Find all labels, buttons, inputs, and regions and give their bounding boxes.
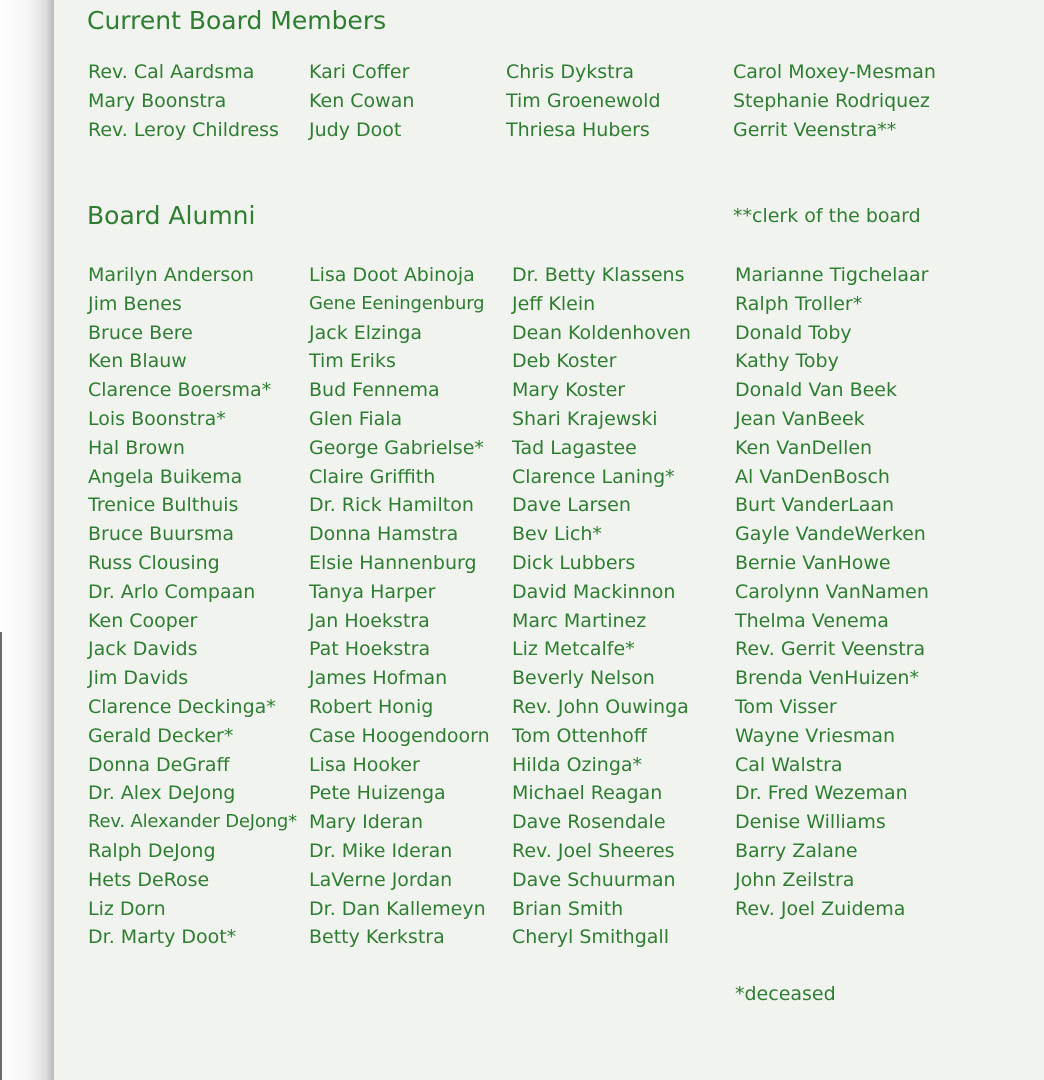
alumni-name: Thelma Venema [735,609,889,632]
current-board-heading: Current Board Members [87,6,387,35]
alumni-name: Bud Fennema [309,379,440,402]
member-name: Tim Groenewold [506,89,661,112]
alumni-name: Bruce Bere [88,321,193,344]
alumni-name: Liz Metcalfe* [512,638,635,661]
alumni-name: Burt VanderLaan [735,494,895,517]
alumni-name: Cheryl Smithgall [512,926,669,949]
alumni-name: Denise Williams [735,811,886,834]
alumni-name: George Gabrielse* [309,436,484,459]
alumni-name: Angela Buikema [88,465,243,488]
alumni-name: Dean Koldenhoven [512,321,691,344]
alumni-name: Brenda VenHuizen* [735,667,919,690]
alumni-name: David Mackinnon [512,580,676,603]
alumni-name: Clarence Boersma* [88,379,272,402]
current-members-column-4 [733,58,936,144]
alumni-name: Pat Hoekstra [309,638,431,661]
alumni-name: Kathy Toby [735,350,839,373]
board-alumni-heading: Board Alumni [87,201,256,230]
member-name: Judy Doot [309,118,402,141]
alumni-name: Gayle VandeWerken [735,523,926,546]
alumni-name: Dr. Arlo Compaan [88,580,256,603]
member-name: Carol Moxey-Mesman [733,61,936,83]
alumni-name: Ken VanDellen [735,436,873,459]
alumni-name: Tim Eriks [309,350,396,373]
alumni-name: Jim Davids [88,667,189,690]
alumni-name: Mary Ideran [309,811,423,834]
alumni-name: Rev. Joel Zuidema [735,897,906,920]
alumni-name: Dave Rosendale [512,811,666,834]
alumni-name: Jeff Klein [512,292,596,315]
current-members-column-3 [506,58,661,144]
alumni-name: Donna DeGraff [88,753,230,776]
alumni-name: Mary Koster [512,379,626,402]
alumni-name: Tom Visser [735,695,837,718]
alumni-name: Rev. Gerrit Veenstra [735,638,926,661]
member-name: Rev. Cal Aardsma [88,61,255,83]
alumni-name: Jack Davids [88,638,198,661]
member-name: Thriesa Hubers [506,118,650,141]
alumni-name: Clarence Deckinga* [88,695,276,718]
alumni-name: Dr. Dan Kallemeyn [309,897,486,920]
alumni-name: Dave Larsen [512,494,631,517]
alumni-name: Michael Reagan [512,782,663,805]
current-members-column-1 [88,58,279,144]
alumni-name: Case Hoogendoorn [309,724,490,747]
alumni-column-4 [735,261,929,923]
alumni-name: Ralph DeJong [88,839,216,862]
alumni-name: Beverly Nelson [512,667,655,690]
alumni-name: Claire Griffith [309,465,436,488]
alumni-name: Dr. Alex DeJong [88,782,236,805]
member-name: Rev. Leroy Childress [88,118,279,141]
alumni-column-2 [309,261,490,952]
alumni-name: Ken Cooper [88,609,198,632]
alumni-name: Ralph Troller* [735,292,863,315]
alumni-name: Marilyn Anderson [88,264,254,286]
alumni-name: Hets DeRose [88,868,210,891]
alumni-name: Shari Krajewski [512,407,658,430]
current-members-column-2 [309,58,414,144]
alumni-name: Jan Hoekstra [309,609,430,632]
alumni-name: Dr. Rick Hamilton [309,494,474,517]
alumni-name: Donna Hamstra [309,523,459,546]
alumni-name: Dr. Betty Klassens [512,264,685,286]
alumni-name: Rev. Joel Sheeres [512,839,675,862]
alumni-name: Bev Lich* [512,523,602,546]
alumni-name: Bernie VanHowe [735,551,891,574]
alumni-name: Elsie Hannenburg [309,551,477,574]
alumni-name: Cal Walstra [735,753,843,776]
alumni-name: Pete Huizenga [309,782,446,805]
alumni-name: Marianne Tigchelaar [735,264,929,286]
alumni-column-3 [512,261,691,952]
alumni-name: Gene Eeningenburg [309,292,485,314]
alumni-name: John Zeilstra [735,868,855,891]
alumni-name: Jean VanBeek [735,407,865,430]
alumni-name: Betty Kerkstra [309,926,445,949]
alumni-name: Rev. Alexander DeJong* [88,811,297,833]
alumni-name: Dave Schuurman [512,868,676,891]
member-name: Stephanie Rodriquez [733,89,930,112]
deceased-footnote: *deceased [735,983,836,1005]
alumni-name: Hilda Ozinga* [512,753,643,776]
alumni-name: Gerald Decker* [88,724,234,747]
page-gutter-shadow [0,0,54,1080]
member-name: Mary Boonstra [88,89,227,112]
alumni-name: James Hofman [309,667,448,690]
alumni-name: Robert Honig [309,695,434,718]
alumni-name: Dr. Mike Ideran [309,839,453,862]
alumni-column-1 [88,261,297,952]
member-name: Kari Coffer [309,61,410,83]
member-name: Gerrit Veenstra** [733,118,897,141]
alumni-name: Dr. Marty Doot* [88,926,237,949]
alumni-name: Clarence Laning* [512,465,675,488]
alumni-name: Tom Ottenhoff [512,724,647,747]
alumni-name: Marc Martinez [512,609,647,632]
alumni-name: Liz Dorn [88,897,166,920]
alumni-name: Donald Van Beek [735,379,897,402]
alumni-name: Tanya Harper [309,580,436,603]
clerk-footnote: **clerk of the board [733,205,921,227]
board-members-panel [54,0,1044,1080]
member-name: Chris Dykstra [506,61,635,83]
alumni-name: Brian Smith [512,897,624,920]
alumni-name: Dr. Fred Wezeman [735,782,908,805]
alumni-name: Al VanDenBosch [735,465,890,488]
alumni-name: Deb Koster [512,350,617,373]
alumni-name: Bruce Buursma [88,523,235,546]
page-edge-line [0,632,2,1080]
alumni-name: Wayne Vriesman [735,724,896,747]
alumni-name: Glen Fiala [309,407,403,430]
alumni-name: Jim Benes [88,292,182,315]
alumni-name: Dick Lubbers [512,551,636,574]
alumni-name: Hal Brown [88,436,185,459]
alumni-name: Carolynn VanNamen [735,580,929,603]
alumni-name: Russ Clousing [88,551,220,574]
alumni-name: Lois Boonstra* [88,407,226,430]
member-name: Ken Cowan [309,89,415,112]
alumni-name: Barry Zalane [735,839,858,862]
alumni-name: Tad Lagastee [512,436,637,459]
alumni-name: LaVerne Jordan [309,868,453,891]
alumni-name: Jack Elzinga [309,321,423,344]
alumni-name: Trenice Bulthuis [88,494,239,517]
alumni-name: Ken Blauw [88,350,187,373]
alumni-name: Donald Toby [735,321,852,344]
alumni-name: Lisa Doot Abinoja [309,264,475,286]
alumni-name: Lisa Hooker [309,753,420,776]
alumni-name: Rev. John Ouwinga [512,695,689,718]
